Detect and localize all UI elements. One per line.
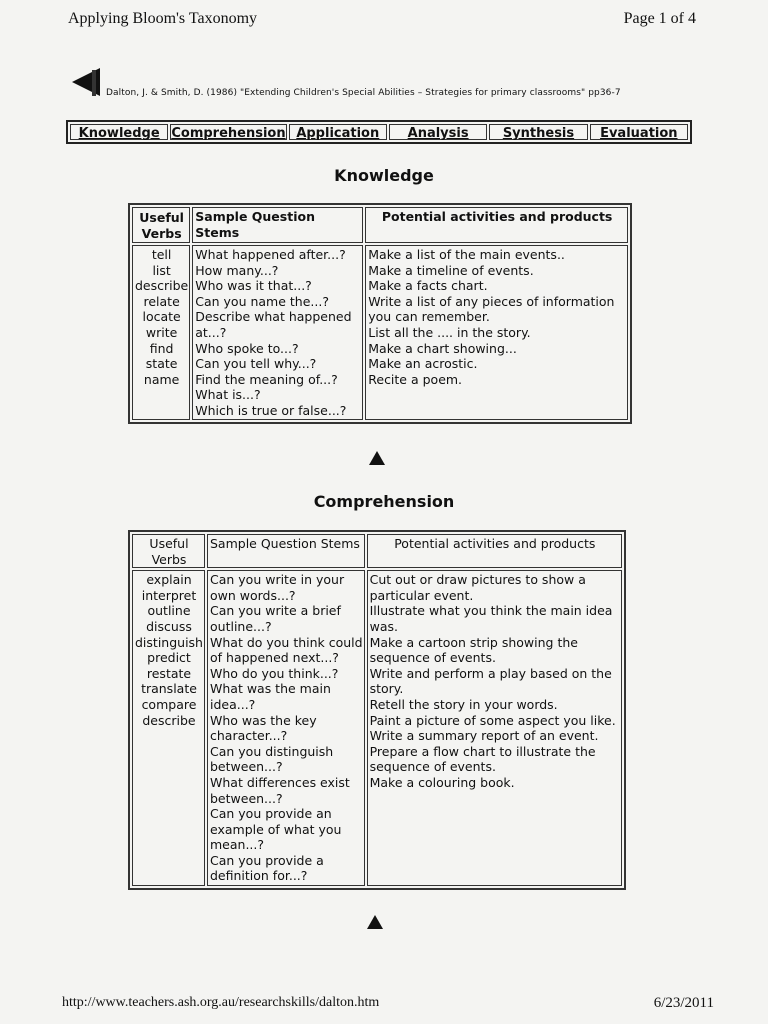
activity-line: Make an acrostic. [368,356,478,372]
comprehension-table [128,530,626,890]
header-verbs: Useful Verbs [132,207,190,243]
stem-line: example of what you [210,821,342,837]
verb-item: name [143,371,180,387]
stem-line: of happened next...? [210,650,339,666]
nav-comprehension[interactable]: Comprehension [171,126,286,141]
header-stems: Sample Question Stems [192,207,363,243]
stem-line: What was the main [210,681,331,697]
footer-date: 6/23/2011 [653,995,714,1011]
activity-line: story. [369,681,404,697]
verb-item: outline [147,603,191,619]
nav-evaluation[interactable]: Evaluation [590,124,688,140]
stem-line: definition for...? [210,868,308,884]
stem-line: mean...? [210,837,265,853]
nav-synthesis[interactable]: Synthesis [489,124,587,140]
activity-line: Prepare a flow chart to illustrate the [369,743,596,759]
activity-line: sequence of events. [369,650,496,666]
verbs-cell [132,570,205,886]
verb-item: translate [141,681,197,697]
stem-line: What happened after...? [195,247,346,262]
verb-item: write [145,324,178,340]
citation: Dalton, J. & Smith, D. (1986) "Extending Children's Special Abilities – Strategies for primary classrooms" pp36-7 [106,88,621,98]
taxonomy-nav [66,120,692,144]
knowledge-title: Knowledge [334,166,434,185]
verb-item: interpret [141,587,197,603]
verb-item: explain [146,572,192,588]
verb-item: compare [141,696,197,712]
stem-line: Can you provide an [210,806,332,822]
activity-line: List all the .... in the story. [368,324,531,340]
stem-line: What do you think could [210,634,363,650]
stem-line: Who spoke to...? [195,340,299,356]
verb-item: locate [142,309,181,325]
verb-item: find [149,340,174,356]
stem-line: Who was it that...? [195,278,312,294]
activity-line: Illustrate what you think the main idea [369,603,613,619]
activity-line: Cut out or draw pictures to show a [369,572,586,588]
activity-line: Make a facts chart. [368,278,488,294]
activity-line: sequence of events. [369,759,496,775]
stem-line: Can you provide a [210,852,324,868]
activity-line: Make a colouring book. [369,774,515,790]
knowledge-table [128,203,632,424]
stem-line: outline...? [210,618,272,634]
page-number: Page 1 of 4 [623,10,696,27]
verb-item: describe [135,278,189,294]
nav-knowledge[interactable]: Knowledge [70,124,168,140]
stems-cell [192,245,363,420]
verb-item: predict [147,650,191,666]
activity-line: particular event. [369,587,474,603]
stem-line: idea...? [210,696,256,712]
stem-line: How many...? [195,262,279,278]
footer-url: http://www.teachers.ash.org.au/researchskills/dalton.htm [62,995,380,1010]
activity-line: Recite a poem. [368,371,463,387]
activity-line: Make a list of the main events.. [368,247,565,262]
back-arrow-icon[interactable] [70,66,102,100]
stem-line: at...? [195,324,227,340]
verb-item: discuss [146,618,192,634]
activity-line: you can remember. [368,309,490,325]
stem-line: Which is true or false...? [195,402,347,418]
activity-line: Write a list of any pieces of information [368,293,615,309]
up-arrow-icon[interactable] [369,451,385,465]
activities-cell [365,245,628,420]
activities-cell [367,570,622,886]
verb-item: relate [143,293,180,309]
nav-application[interactable]: Application [289,124,387,140]
up-arrow-icon[interactable] [367,915,383,929]
activity-line: Make a cartoon strip showing the [369,634,578,650]
stem-line: Who was the key [210,712,317,728]
comprehension-title: Comprehension [313,492,455,511]
activity-line: Write and perform a play based on the [369,665,612,681]
stems-cell [207,570,365,886]
stem-line: between...? [210,759,283,775]
verb-item: tell [151,247,172,262]
verb-item: restate [146,665,192,681]
stem-line: Can you distinguish [210,743,334,759]
activity-line: Make a chart showing... [368,340,517,356]
header-activities: Potential activities and products [367,534,622,568]
stem-line: Can you tell why...? [195,356,317,372]
stem-line: character...? [210,728,288,744]
stem-line: Describe what happened [195,309,352,325]
verb-item: distinguish [135,634,203,650]
nav-analysis[interactable]: Analysis [389,124,487,140]
activity-line: Make a timeline of events. [368,262,534,278]
activity-line: Retell the story in your words. [369,696,558,712]
header-activities: Potential activities and products [365,207,628,243]
verb-item: list [152,262,171,278]
activity-line: Paint a picture of some aspect you like. [369,712,616,728]
stem-line: What is...? [195,387,261,403]
stem-line: Can you name the...? [195,293,329,309]
header-stems: Sample Question Stems [207,534,365,568]
stem-line: Can you write a brief [210,603,341,619]
stem-line: Who do you think...? [210,665,339,681]
document-title: Applying Bloom's Taxonomy [68,10,258,27]
activity-line: was. [369,618,398,634]
stem-line: Can you write in your [210,572,345,588]
stem-line: What differences exist [210,774,350,790]
header-verbs: Useful Verbs [132,534,205,568]
stem-line: between...? [210,790,283,806]
stem-line: Find the meaning of...? [195,371,338,387]
activity-line: Write a summary report of an event. [369,728,599,744]
stem-line: own words...? [210,587,296,603]
verbs-cell [132,245,190,420]
verb-item: state [145,356,178,372]
verb-item: describe [142,712,196,728]
